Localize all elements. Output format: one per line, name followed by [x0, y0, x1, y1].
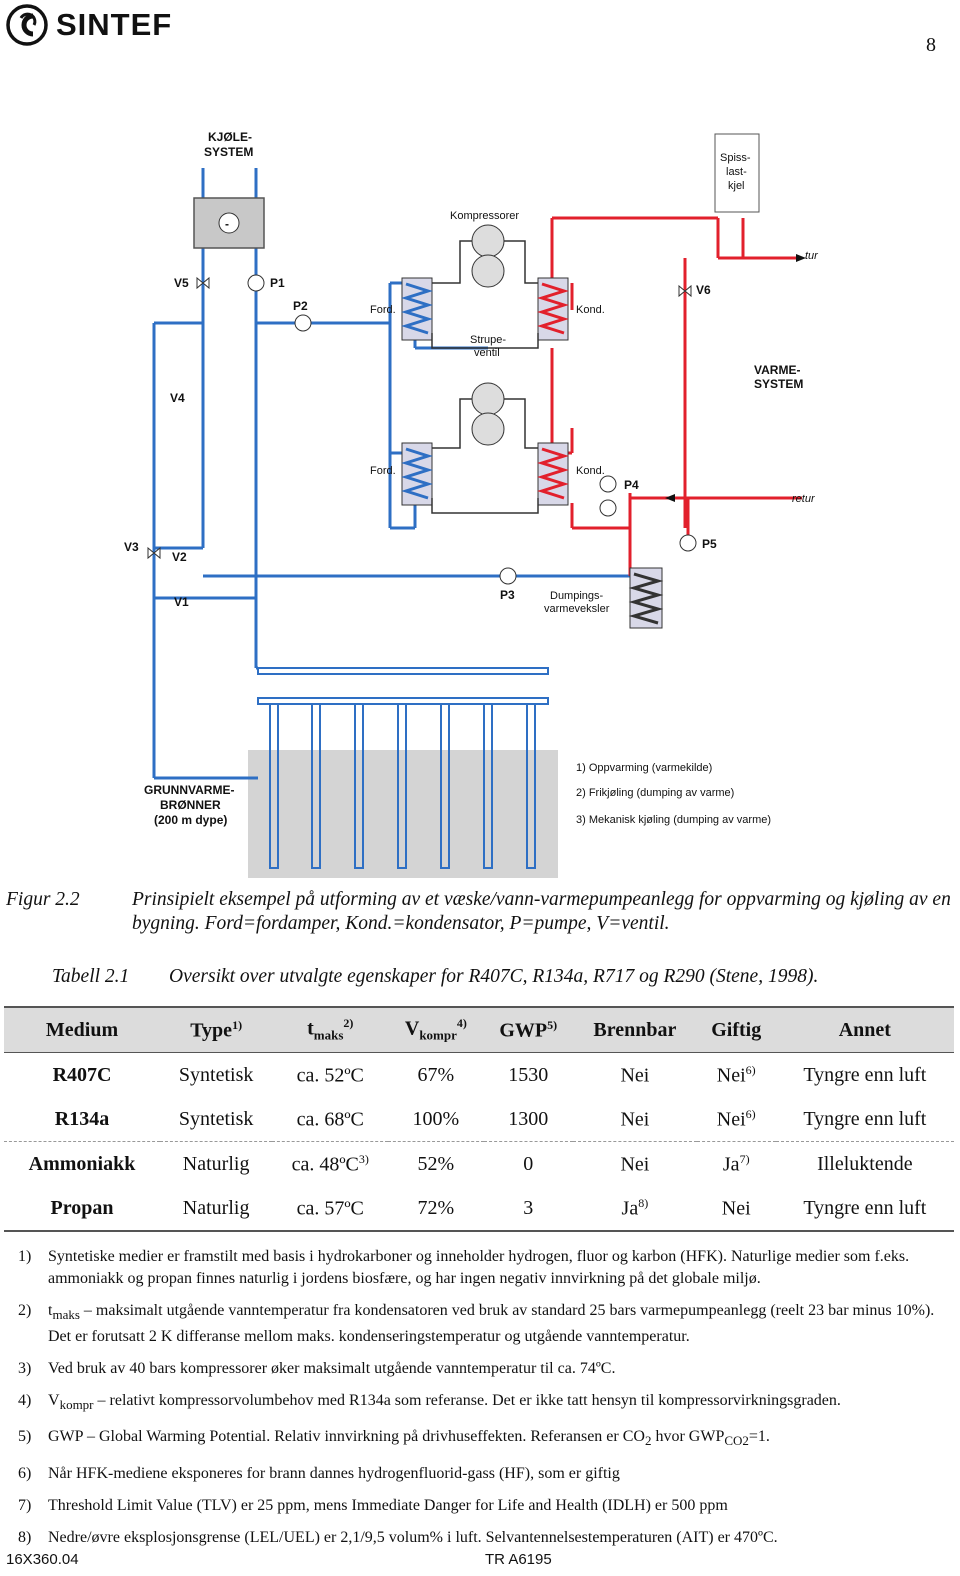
cell-annet: Tyngre enn luft: [776, 1186, 954, 1231]
page-number: 8: [926, 34, 936, 56]
cell-tmaks: ca. 57ºC: [272, 1186, 388, 1231]
label-v4: V4: [170, 391, 185, 405]
footnote-text: Nedre/øvre eksplosjonsgrense (LEL/UEL) er 2,1/9,5 volum% i luft. Selvantennelsestemperaturen (AIT) er 470ºC.: [48, 1528, 778, 1546]
th-vkompr: $V_{kompr}^{4)}$: [388, 1007, 483, 1053]
label-dumping-1: Dumpings-: [550, 590, 604, 602]
cell-type: Naturlig: [160, 1186, 272, 1231]
footnote-number: 4): [18, 1392, 32, 1410]
label-v1: V1: [174, 595, 189, 609]
footnote: [18, 1463, 948, 1485]
properties-table: [4, 1006, 954, 1232]
table-label: Tabell 2.1: [52, 966, 130, 987]
cell-giftig: Nei: [697, 1186, 776, 1231]
th-brennbar: Brennbar: [573, 1007, 697, 1053]
cell-gwp: 1530: [508, 1063, 549, 1086]
footnote-text: Threshold Limit Value (TLV) er 25 ppm, mens Immediate Danger for Life and Health (IDLH) er 500 ppm: [48, 1496, 728, 1514]
footnote-text: – relativt kompressorvolumbehov med R134a som referanse. Det er ikke tatt hensyn til kompressorvirkningsgraden.: [93, 1392, 841, 1410]
cell-giftig: Ja$^{7)}$: [697, 1142, 776, 1187]
label-p4: P4: [624, 478, 639, 492]
label-v2: V2: [172, 550, 187, 564]
footnote-number: 5): [18, 1428, 32, 1446]
exchanger-coils: [406, 284, 658, 623]
footnote: 5) GWP – Global Warming Potential. Relativ innvirkning på drivhuseffekten. Referansen er $CO_2$ hvor $GWP_{CO2}=1$.: [18, 1428, 770, 1449]
table-title-text: Oversikt over utvalgte egenskaper for R407C, R134a, R717 og R290 (Stene, 1998).: [169, 966, 819, 987]
cell-medium: Propan: [4, 1186, 160, 1231]
table-row: [4, 1142, 954, 1187]
cell-brennbar: Nei: [573, 1142, 697, 1187]
label-varme-2: SYSTEM: [754, 377, 804, 391]
cell-medium: R134a: [54, 1107, 110, 1130]
cell-annet: Tyngre enn luft: [803, 1107, 927, 1130]
cell-medium: R407C: [52, 1063, 112, 1086]
th-type: Type$^{1)}$: [160, 1007, 272, 1053]
cell-medium: Ammoniakk: [4, 1142, 160, 1187]
cell-giftig: Nei$^{6)}$: [716, 1062, 756, 1087]
label-spiss-1: Spiss-: [720, 152, 751, 164]
label-ford-1: Ford.: [370, 304, 396, 316]
footnote-text: Syntetiske medier er framstilt med basis i hydrokarboner og inneholder hydrogen, fluor og karbon (HFK). Naturlige medier som f.eks. ammoniakk og propan finnes naturlig i jordens biosfære, og har ingen negativ innvirkning på det globale miljø.: [48, 1248, 910, 1287]
th-giftig: Giftig: [697, 1007, 776, 1053]
cell-gwp: 3: [484, 1186, 573, 1231]
cell-brennbar: Ja$^{8)}$: [573, 1186, 697, 1231]
label-retur: retur: [792, 493, 815, 505]
cell-tmaks: ca. 52ºC: [296, 1064, 364, 1087]
label-p3: P3: [500, 588, 515, 602]
cell-giftig: Nei$^{6)}$: [716, 1106, 756, 1131]
footnotes: [18, 1246, 948, 1559]
label-tur: tur: [805, 250, 818, 262]
cooling-unit-minus: -: [225, 217, 229, 231]
cell-brennbar: Nei: [620, 1064, 650, 1087]
label-dumping-2: varmeveksler: [544, 603, 610, 615]
footnote-text: Ved bruk av 40 bars kompressorer øker maksimalt utgående vanntemperatur til ca. 74ºC.: [48, 1360, 616, 1378]
label-grunn-3: (200 m dype): [154, 813, 228, 827]
label-v5: V5: [174, 276, 189, 290]
footnote-number: 6): [18, 1464, 32, 1482]
caption-text: Prinsipielt eksempel på utforming av et væske/vann-varmepumpeanlegg for oppvarming og kjøling av en bygning. Ford=fordamper, Kond.=kondensator, P=pumpe, V=ventil.: [132, 889, 951, 934]
table-row: [4, 1186, 954, 1231]
hot-pipes: [552, 218, 802, 576]
label-grunn-2: BRØNNER: [160, 798, 221, 812]
label-p5: P5: [702, 537, 717, 551]
footnote: 2) $t_{maks}$ – maksimalt utgående vanntemperatur fra kondensatoren ved bruk av standard 25 bars varmepumpeanlegg (reelt 23 bar minus 10%). Det er forutsatt 2 K differanse mellom maks. kondenseringstemperatur og utgående vanntemperatur.: [18, 1302, 935, 1346]
footnote: [18, 1246, 948, 1290]
label-kond-1: Kond.: [576, 304, 605, 316]
label-p1: P1: [270, 276, 285, 290]
label-ford-2: Ford.: [370, 465, 396, 477]
logo-text: SINTEF: [56, 7, 173, 42]
th-annet: Annet: [776, 1007, 954, 1053]
table-row: [4, 1097, 954, 1142]
table-title: [52, 966, 819, 988]
cell-tmaks: ca. 48ºC$^{3)}$: [272, 1142, 388, 1187]
footnote: [18, 1358, 948, 1380]
cooling-unit-symbol: [219, 213, 239, 233]
label-kond-2: Kond.: [576, 465, 605, 477]
label-v3: V3: [124, 540, 139, 554]
legend-3: 3) Mekanisk kjøling (dumping av varme): [576, 814, 772, 826]
cell-vkompr: 67%: [417, 1063, 455, 1086]
cell-annet: Tyngre enn luft: [803, 1063, 927, 1086]
cell-vkompr: 52%: [388, 1142, 483, 1187]
ground-area: [248, 750, 558, 878]
label-grunn-1: GRUNNVARME-: [144, 783, 235, 797]
footnote-number: 1): [18, 1248, 32, 1265]
label-v6: V6: [696, 283, 711, 297]
heat-pump-diagram: [124, 128, 830, 883]
footnote-number: 8): [18, 1528, 32, 1546]
cell-tmaks: ca. 68ºC: [296, 1108, 364, 1131]
sintef-logo-icon: [6, 4, 48, 46]
footnote-text: – maksimalt utgående vanntemperatur fra kondensatoren ved bruk av standard 25 bars varmepumpeanlegg (reelt 23 bar minus 10%). Det er forutsatt 2 K differanse mellom maks. kondenseringstemperatur og utgående vanntemperatur.: [48, 1302, 935, 1346]
th-gwp: GWP$^{5)}$: [484, 1007, 573, 1053]
footnote: [18, 1527, 948, 1549]
cell-type: Syntetisk: [178, 1107, 254, 1130]
cell-vkompr: 100%: [412, 1107, 460, 1130]
cell-vkompr: 72%: [388, 1186, 483, 1231]
legend-1: 1) Oppvarming (varmekilde): [576, 762, 713, 774]
cell-annet: Illeluktende: [776, 1142, 954, 1187]
label-kompressorer: Kompressorer: [450, 210, 520, 222]
th-tmaks: $t_{maks}^{2)}$: [272, 1007, 388, 1053]
sintef-logo: [6, 4, 172, 46]
label-varme-1: VARME-: [754, 363, 801, 377]
footnote-number: 3): [18, 1360, 32, 1378]
cell-type: Syntetisk: [178, 1063, 254, 1086]
cell-brennbar: Nei: [620, 1108, 650, 1131]
table-row: [4, 1053, 954, 1098]
footnote: [18, 1495, 948, 1517]
th-medium: Medium: [4, 1007, 160, 1053]
cell-type: Naturlig: [160, 1142, 272, 1187]
legend-2: 2) Frikjøling (dumping av varme): [576, 787, 735, 799]
label-strupe-1: Strupe-: [470, 334, 507, 346]
label-strupe-2: ventil: [474, 347, 500, 359]
cell-gwp: 0: [484, 1142, 573, 1187]
cell-gwp: 1300: [508, 1107, 549, 1130]
footnote-number: 2): [18, 1302, 32, 1319]
caption-label: Figur 2.2: [6, 889, 80, 910]
footnote-text: Når HFK-mediene eksponeres for brann dannes hydrogenfluorid-gass (HF), som er giftig: [48, 1464, 620, 1482]
label-kjole-1: KJØLE-: [208, 130, 253, 144]
label-spiss-3: kjel: [728, 180, 745, 192]
footnote-number: 7): [18, 1496, 32, 1514]
label-spiss-2: last-: [726, 166, 747, 178]
label-p2: P2: [293, 299, 308, 313]
footer-project-number: 16X360.04: [6, 1551, 79, 1568]
label-kjole-2: SYSTEM: [204, 145, 254, 159]
footnote: 4) $V_{kompr}$ – relativt kompressorvolumbehov med R134a som referanse. Det er ikke tatt hensyn til kompressorvirkningsgraden.: [18, 1392, 841, 1413]
footer-report-number: TR A6195: [485, 1551, 552, 1568]
table-header-row: [4, 1007, 954, 1053]
